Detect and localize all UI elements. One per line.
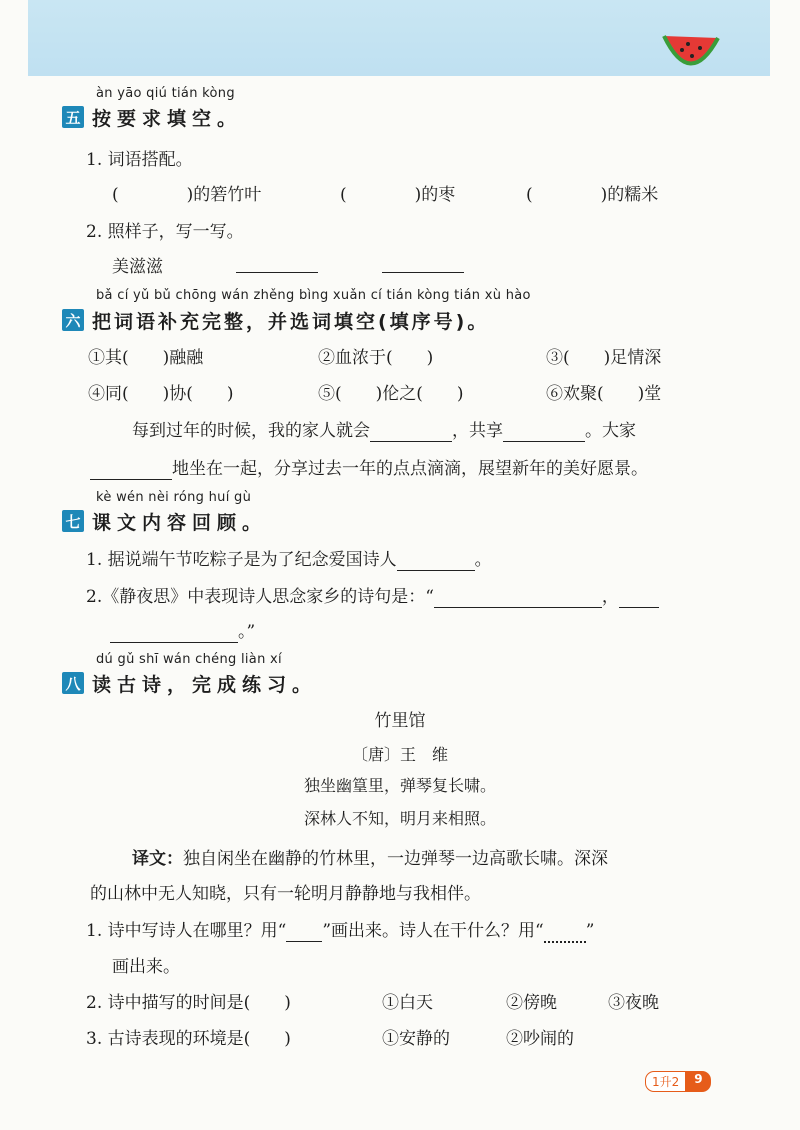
- answer-blank[interactable]: [382, 272, 464, 273]
- sec6-paragraph-line1: 每到过年的时候，我的家人就会 ，共享 。大家: [132, 421, 636, 441]
- sec7-q2-cont: 。”: [110, 617, 255, 643]
- sec8-q1-cont: 画出来。: [112, 957, 180, 977]
- page-number-badge: [645, 1071, 711, 1092]
- watermelon-icon: [660, 30, 720, 78]
- sec6-word1: ①其( )融融: [88, 348, 204, 368]
- sec8-q1: 1. 诗中写诗人在哪里？用“ ”画出来。诗人在干什么？用“ ”: [86, 921, 595, 941]
- sec5-title: 按要求填空。: [92, 108, 243, 130]
- sec6-word6: ⑥欢聚( )堂: [546, 384, 662, 404]
- translation-line2: 的山林中无人知晓，只有一轮明月静静地与我相伴。: [90, 884, 481, 904]
- sec7-title: 课文内容回顾。: [92, 512, 268, 534]
- answer-blank[interactable]: [236, 272, 318, 273]
- sec6-badge: 六: [62, 309, 84, 331]
- sec7-pinyin: kè wén nèi róng huí gù: [96, 490, 252, 505]
- sec8-q2-option[interactable]: ②傍晚: [506, 993, 557, 1013]
- poem-line: 独坐幽篁里，弹琴复长啸。: [303, 776, 496, 795]
- sec5-q1-item1: ( )的箬竹叶: [112, 185, 262, 205]
- answer-blank[interactable]: [370, 421, 452, 442]
- sec8-q3-option[interactable]: ②吵闹的: [506, 1029, 574, 1049]
- sec6-paragraph-line2: 地坐在一起，分享过去一年的点点滴滴，展望新年的美好愿景。: [90, 454, 648, 480]
- sec6-word5: ⑤( )伦之( ): [318, 384, 464, 404]
- sec6-word3: ③( )足情深: [546, 348, 662, 368]
- sec5-badge: 五: [62, 106, 84, 128]
- sec8-q2-stem: 2. 诗中描写的时间是( ): [86, 993, 291, 1013]
- sec8-q2-option[interactable]: ③夜晚: [608, 993, 659, 1013]
- sec8-title: 读古诗，完成练习。: [92, 674, 318, 696]
- sec6-title: 把词语补充完整，并选词填空(填序号)。: [92, 311, 490, 333]
- answer-blank[interactable]: [434, 587, 602, 608]
- answer-blank[interactable]: [397, 550, 475, 571]
- sec5-pinyin: àn yāo qiú tián kòng: [96, 86, 235, 101]
- grade-label: 1升2: [645, 1071, 686, 1092]
- poem-line: 深林人不知，明月来相照。: [303, 809, 496, 828]
- sec8-q3-stem: 3. 古诗表现的环境是( ): [86, 1029, 291, 1049]
- sec8-badge: 八: [62, 672, 84, 694]
- sec6-word4: ④同( )协( ): [88, 384, 234, 404]
- sec5-q1-item3: ( )的糯米: [526, 185, 659, 205]
- sec7-q1: 1. 据说端午节吃粽子是为了纪念爱国诗人 。: [86, 550, 492, 570]
- answer-blank[interactable]: [90, 459, 172, 480]
- sec5-q1: 1. 词语搭配。: [86, 150, 193, 170]
- sec7-q2: 2.《静夜思》中表现诗人思念家乡的诗句是：“ ，: [86, 582, 659, 608]
- sec8-q2-option[interactable]: ①白天: [382, 993, 433, 1013]
- answer-blank[interactable]: [619, 587, 659, 608]
- straight-line-marker: [286, 921, 322, 942]
- sec8-q3-option[interactable]: ①安静的: [382, 1029, 450, 1049]
- sec5-q1-item2: ( )的枣: [340, 185, 456, 205]
- sec7-badge: 七: [62, 510, 84, 532]
- sec5-q2-example: 美滋滋: [112, 257, 163, 277]
- sec5-q2: 2. 照样子，写一写。: [86, 222, 244, 242]
- translation-label: 译文：: [132, 849, 183, 869]
- sec6-word2: ②血浓于( ): [318, 348, 434, 368]
- poem-author: 〔唐〕王 维: [351, 745, 448, 764]
- sec6-pinyin: bǎ cí yǔ bǔ chōng wán zhěng bìng xuǎn cí tián kòng tián xù hào: [96, 288, 531, 303]
- answer-blank[interactable]: [110, 622, 238, 643]
- translation-line1: 译文：独自闲坐在幽静的竹林里，一边弹琴一边高歌长啸。深深: [132, 849, 608, 869]
- poem-title: 竹里馆: [374, 711, 426, 731]
- sec8-pinyin: dú gǔ shī wán chéng liàn xí: [96, 652, 282, 667]
- answer-blank[interactable]: [503, 421, 585, 442]
- page-number: 9: [686, 1071, 710, 1092]
- header-band: [28, 0, 770, 76]
- wavy-line-marker: [544, 921, 586, 943]
